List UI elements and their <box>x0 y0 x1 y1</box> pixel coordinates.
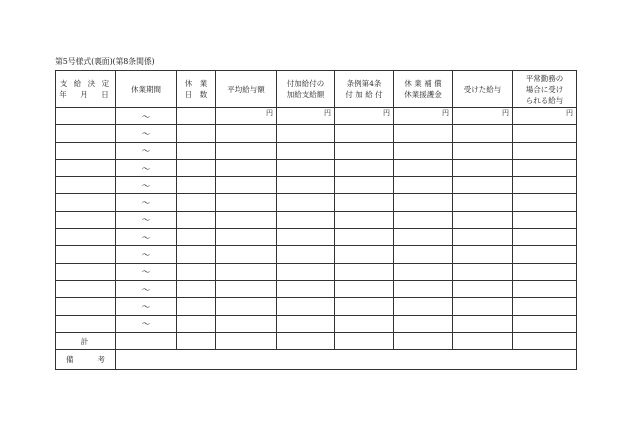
table-row <box>56 298 577 315</box>
supplementary-benefit-cell <box>277 211 335 228</box>
leave-compensation-cell <box>394 280 453 297</box>
decision-date-cell <box>56 211 116 228</box>
header-line: 日 数 <box>184 90 208 99</box>
leave-compensation-table <box>55 70 577 370</box>
header-leave-period <box>116 71 177 108</box>
supplementary-benefit-cell <box>277 263 335 280</box>
normal-work-pay-cell <box>513 194 577 211</box>
leave-days-cell <box>177 332 216 349</box>
table-row <box>56 263 577 280</box>
supplementary-benefit-cell <box>277 159 335 176</box>
leave-days-cell <box>177 246 216 263</box>
article4-benefit-cell <box>335 263 394 280</box>
normal-work-pay-cell <box>513 142 577 159</box>
received-pay-cell <box>453 332 513 349</box>
supplementary-benefit-cell <box>277 332 335 349</box>
article4-benefit-cell <box>335 159 394 176</box>
table-row <box>56 108 577 125</box>
normal-work-pay-cell: 円 <box>513 108 577 125</box>
article4-benefit-cell <box>335 246 394 263</box>
received-pay-cell <box>453 246 513 263</box>
header-row <box>56 71 577 108</box>
header-line: 支 給 決 定 <box>59 79 112 88</box>
received-pay-cell: 円 <box>453 108 513 125</box>
header-average-wage <box>216 71 277 108</box>
leave-days-cell <box>177 280 216 297</box>
normal-work-pay-cell <box>513 263 577 280</box>
normal-work-pay-cell <box>513 298 577 315</box>
decision-date-cell <box>56 315 116 332</box>
leave-compensation-cell <box>394 315 453 332</box>
decision-date-cell <box>56 142 116 159</box>
article4-benefit-cell <box>335 125 394 142</box>
remarks-field <box>116 350 577 370</box>
leave-days-cell <box>177 263 216 280</box>
average-wage-cell <box>216 125 277 142</box>
leave-compensation-cell <box>394 229 453 246</box>
average-wage-cell <box>216 332 277 349</box>
header-decision-date <box>56 71 116 108</box>
leave-days-cell <box>177 229 216 246</box>
leave-days-cell <box>177 298 216 315</box>
leave-period-cell: 〜 <box>116 263 177 280</box>
header-line: 休 業 <box>184 79 208 88</box>
leave-period-cell: 〜 <box>116 142 177 159</box>
table-row <box>56 280 577 297</box>
table-row <box>56 211 577 228</box>
decision-date-cell <box>56 108 116 125</box>
leave-period-cell: 〜 <box>116 211 177 228</box>
average-wage-cell <box>216 159 277 176</box>
average-wage-cell <box>216 280 277 297</box>
supplementary-benefit-cell <box>277 298 335 315</box>
remarks-label-char: 備 <box>66 355 74 365</box>
leave-period-cell: 〜 <box>116 229 177 246</box>
decision-date-cell <box>56 125 116 142</box>
normal-work-pay-cell <box>513 315 577 332</box>
form-title: 第5号様式(裏面)(第8条関係) <box>55 57 155 66</box>
leave-period-cell: 〜 <box>116 194 177 211</box>
table-row <box>56 177 577 194</box>
leave-period-cell: 〜 <box>116 315 177 332</box>
received-pay-cell <box>453 229 513 246</box>
article4-benefit-cell <box>335 229 394 246</box>
received-pay-cell <box>453 159 513 176</box>
average-wage-cell <box>216 246 277 263</box>
supplementary-benefit-cell <box>277 246 335 263</box>
leave-compensation-cell <box>394 211 453 228</box>
supplementary-benefit-cell <box>277 315 335 332</box>
leave-period-cell: 〜 <box>116 177 177 194</box>
leave-days-cell <box>177 315 216 332</box>
normal-work-pay-cell <box>513 125 577 142</box>
received-pay-cell <box>453 298 513 315</box>
header-line: 場合に受け <box>525 84 564 94</box>
decision-date-cell <box>56 246 116 263</box>
leave-compensation-cell <box>394 125 453 142</box>
header-line: 休 業 補 償 <box>404 79 442 88</box>
supplementary-benefit-cell <box>277 142 335 159</box>
average-wage-cell <box>216 211 277 228</box>
header-line: 休業期間 <box>131 84 161 94</box>
leave-days-cell <box>177 211 216 228</box>
leave-period-cell: 〜 <box>116 246 177 263</box>
received-pay-cell <box>453 177 513 194</box>
decision-date-cell <box>56 159 116 176</box>
article4-benefit-cell <box>335 332 394 349</box>
leave-period-cell: 〜 <box>116 280 177 297</box>
leave-period-cell: 〜 <box>116 125 177 142</box>
received-pay-cell <box>453 194 513 211</box>
header-leave-days <box>177 71 216 108</box>
article4-benefit-cell <box>335 211 394 228</box>
header-received-pay <box>453 71 513 108</box>
leave-compensation-cell <box>394 177 453 194</box>
header-line: 休業援護金 <box>404 90 442 99</box>
supplementary-benefit-cell: 円 <box>277 108 335 125</box>
decision-date-cell <box>56 298 116 315</box>
average-wage-cell <box>216 142 277 159</box>
article4-benefit-cell <box>335 142 394 159</box>
remarks-row <box>56 350 577 370</box>
table-row <box>56 229 577 246</box>
total-label: 計 <box>56 332 116 349</box>
header-line: 付 加 給 付 <box>345 90 383 99</box>
article4-benefit-cell <box>335 280 394 297</box>
average-wage-cell <box>216 263 277 280</box>
leave-compensation-cell <box>394 142 453 159</box>
normal-work-pay-cell <box>513 211 577 228</box>
remarks-label-char: 考 <box>97 355 105 365</box>
header-supplementary-benefit <box>277 71 335 108</box>
leave-period-cell: 〜 <box>116 298 177 315</box>
received-pay-cell <box>453 211 513 228</box>
received-pay-cell <box>453 280 513 297</box>
decision-date-cell <box>56 229 116 246</box>
header-line: 年 月 日 <box>59 90 112 99</box>
header-line: 平均給与額 <box>227 84 265 94</box>
average-wage-cell <box>216 229 277 246</box>
normal-work-pay-cell <box>513 246 577 263</box>
table-row <box>56 125 577 142</box>
leave-compensation-cell <box>394 194 453 211</box>
header-line: 加給支給額 <box>286 90 325 99</box>
received-pay-cell <box>453 263 513 280</box>
table-row <box>56 142 577 159</box>
header-line: 受けた給与 <box>463 84 502 94</box>
supplementary-benefit-cell <box>277 125 335 142</box>
header-leave-compensation <box>394 71 453 108</box>
total-row <box>56 332 577 349</box>
average-wage-cell <box>216 315 277 332</box>
article4-benefit-cell <box>335 315 394 332</box>
leave-days-cell <box>177 125 216 142</box>
normal-work-pay-cell <box>513 332 577 349</box>
received-pay-cell <box>453 142 513 159</box>
article4-benefit-cell <box>335 298 394 315</box>
article4-benefit-cell: 円 <box>335 108 394 125</box>
supplementary-benefit-cell <box>277 194 335 211</box>
decision-date-cell <box>56 177 116 194</box>
leave-period-cell: 〜 <box>116 159 177 176</box>
leave-days-cell <box>177 142 216 159</box>
leave-period-cell <box>116 332 177 349</box>
leave-days-cell <box>177 159 216 176</box>
remarks-label <box>56 350 116 370</box>
leave-days-cell <box>177 194 216 211</box>
normal-work-pay-cell <box>513 177 577 194</box>
decision-date-cell <box>56 263 116 280</box>
leave-days-cell <box>177 177 216 194</box>
leave-compensation-cell: 円 <box>394 108 453 125</box>
header-article4-benefit <box>335 71 394 108</box>
leave-period-cell: 〜 <box>116 108 177 125</box>
decision-date-cell <box>56 194 116 211</box>
normal-work-pay-cell <box>513 159 577 176</box>
leave-compensation-cell <box>394 332 453 349</box>
article4-benefit-cell <box>335 194 394 211</box>
leave-compensation-cell <box>394 159 453 176</box>
decision-date-cell <box>56 280 116 297</box>
average-wage-cell <box>216 194 277 211</box>
supplementary-benefit-cell <box>277 280 335 297</box>
supplementary-benefit-cell <box>277 177 335 194</box>
header-line: 条例第4条 <box>346 79 382 88</box>
table-row <box>56 194 577 211</box>
leave-compensation-cell <box>394 263 453 280</box>
header-line: 付加給付の <box>286 79 325 88</box>
header-line: られる給与 <box>525 95 564 105</box>
leave-compensation-cell <box>394 298 453 315</box>
average-wage-cell <box>216 177 277 194</box>
received-pay-cell <box>453 315 513 332</box>
table-row <box>56 246 577 263</box>
average-wage-cell: 円 <box>216 108 277 125</box>
header-normal-work-pay <box>513 71 577 108</box>
normal-work-pay-cell <box>513 280 577 297</box>
table-row <box>56 159 577 176</box>
table-row <box>56 315 577 332</box>
article4-benefit-cell <box>335 177 394 194</box>
leave-compensation-cell <box>394 246 453 263</box>
supplementary-benefit-cell <box>277 229 335 246</box>
received-pay-cell <box>453 125 513 142</box>
normal-work-pay-cell <box>513 229 577 246</box>
leave-days-cell <box>177 108 216 125</box>
average-wage-cell <box>216 298 277 315</box>
header-line: 平常勤務の <box>525 73 564 83</box>
